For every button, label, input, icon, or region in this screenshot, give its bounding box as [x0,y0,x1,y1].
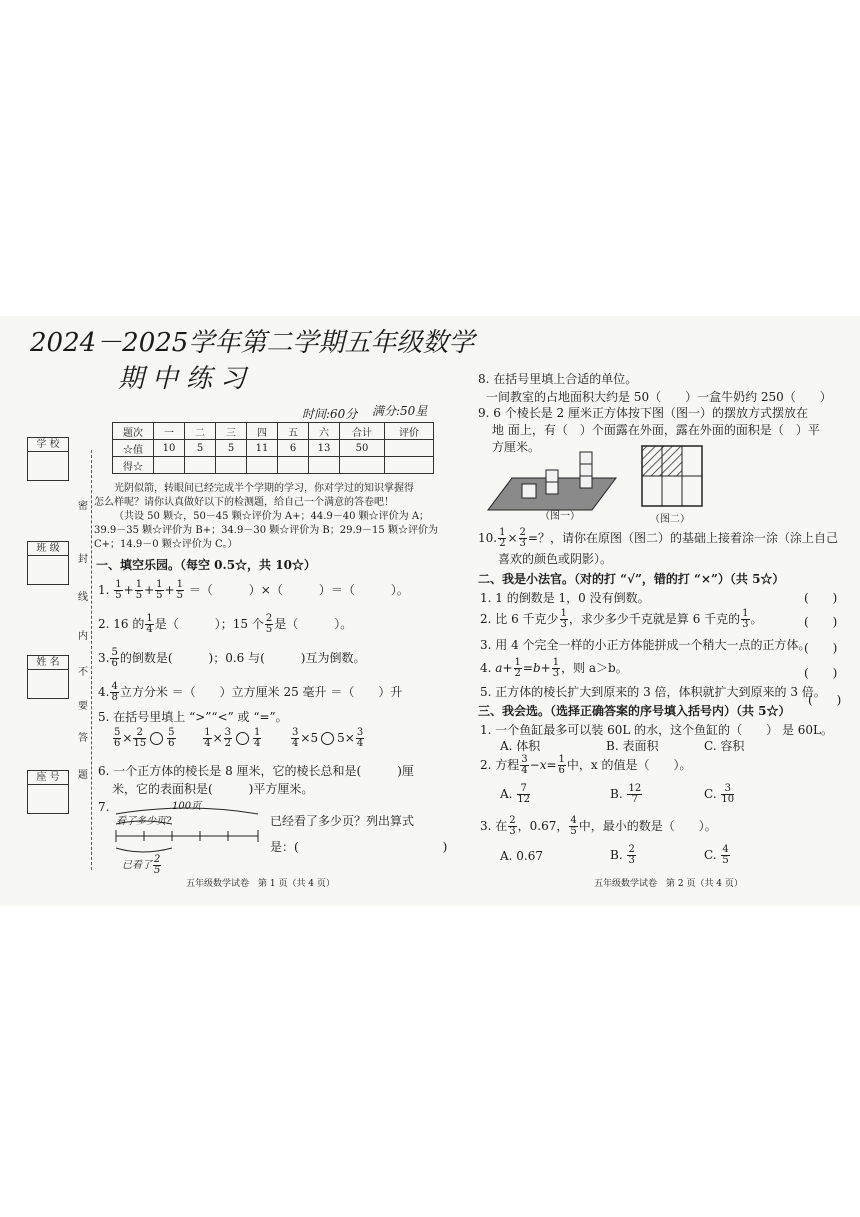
question-10: 10. $\frac{1}{2}$ × $\frac{2}{3}$ =？，请你在原图（图二）的基础上接着涂一涂（涂上自己 [478,527,838,549]
judge-answer-4[interactable]: ( ) [804,666,838,680]
question-8-sub[interactable]: 一间教室的占地面积大约是 50（ ）一盒牛奶约 250（ ） [486,390,832,404]
read-label-text: 已看了 [122,860,152,871]
question-2-blank-2[interactable]: 是（ ）。 [274,617,353,631]
table-cell: ☆值 [113,440,154,457]
side-label-name: 姓 名 [27,655,69,670]
table-cell: 三 [216,423,247,440]
table-cell[interactable] [385,457,434,474]
cube [546,470,558,482]
question-3-blanks[interactable]: 的倒数是( )；0.6 与( )互为倒数。 [119,651,366,665]
question-number: 3. [98,651,110,665]
question-2-text: 2. 16 的 [98,617,145,631]
fraction: $\frac{5}{6}$ [114,727,121,749]
page-footer-left: 五年级数学试卷 第 1 页（共 4 页） [186,879,335,889]
side-label-seat: 座 号 [27,770,69,785]
fraction: $\frac{1}{2}$ [499,527,506,549]
cube [580,476,592,488]
question-7-text-2[interactable]: 是：( ) [270,840,448,854]
question-9-line-1: 9. 6 个棱长是 2 厘米正方体按下图（图一）的摆放方式摆放在 [478,406,808,420]
side-box-name [27,669,69,699]
page-footer-right: 五年级数学试卷 第 2 页（共 4 页） [594,879,743,889]
side-label-school: 学 校 [27,437,69,452]
question-10-text: =？，请你在原图（图二）的基础上接着涂一涂（涂上自己 [527,531,838,545]
choice-3-option-a[interactable]: A. 0.67 [500,849,544,863]
figure-1-cubes [484,446,620,512]
intro-line: 怎么样呢？请你认真做好以下的检测题，给自己一个满意的答卷吧！ [94,497,394,508]
table-cell[interactable] [309,457,340,474]
fraction: $\frac{3}{4}$ [356,727,364,749]
fraction: $\frac{1}{6}$ [558,754,565,776]
figure-2-caption: （图二） [650,514,690,525]
option-letter: C. [704,848,717,862]
table-cell[interactable] [247,457,278,474]
judge-1: 1. 1 的倒数是 1，0 没有倒数。 [480,591,650,605]
fraction: $\frac{3}{4}$ [521,754,528,776]
judge-5: 5. 正方体的棱长扩大到原来的 3 倍，体积就扩大到原来的 3 倍。 [480,685,826,699]
seal-char: 密 [78,501,88,512]
choice-1-option-c[interactable]: C. 容积 [704,739,745,753]
fraction: $\frac{4}{5}$ [722,844,729,866]
table-cell: 合计 [340,423,385,440]
option-letter: C. [704,787,717,801]
compare-circle[interactable] [236,732,249,745]
intro-line: 光阴似箭，转眼间已经完成半个学期的学习，你对学过的知识掌握得 [114,483,414,494]
option-letter: B. [610,787,623,801]
fraction: $\frac{2}{3}$ [509,815,516,837]
fraction: $\frac{1}{2}$ [514,657,521,679]
fraction: $\frac{2}{15}$ [133,727,147,749]
question-1-blanks[interactable]: ＝（ ）×（ ）＝（ ）。 [188,583,409,597]
judge-2: 2. 比 6 千克少 $\frac{1}{3}$ ，求少多少千克就是算 6 千克的 $\frac{1}{3}$ 。 [480,608,763,630]
table-cell: 5 [216,440,247,457]
question-5: 5. 在括号里填上 “>”“<” 或 “=”。 [98,710,288,724]
figure-1-caption: （图一） [540,511,580,522]
choice-1-option-b[interactable]: B. 表面积 [606,739,659,753]
table-cell: 五 [278,423,309,440]
question-7-total-label: 100页 [172,801,202,812]
question-7-text-1: 已经看了多少页？列出算式 [270,814,415,828]
question-3 [98,648,365,669]
score-table-value-row [113,440,434,457]
fraction: $\frac{1}{4}$ [254,727,261,749]
judge-2-text: 2. 比 6 千克少 [480,612,559,626]
question-number: 4. [98,685,110,699]
judge-4: 4. a+ $\frac{1}{2}$ =b+ $\frac{1}{3}$ ，则 a＞b。 [480,657,628,679]
question-number: 1. [98,583,110,597]
table-cell: 5 [185,440,216,457]
question-4-blanks[interactable]: 立方分米 ＝（ ）立方厘米 25 毫升 ＝（ ）升 [119,685,403,699]
question-7-unknown-label: 看了多少页? [116,816,172,827]
question-10-line-2: 喜欢的颜色或阴影）。 [498,552,613,566]
fraction: $\frac{2}{3}$ [519,527,526,549]
question-9-line-3: 方厘米。 [492,440,541,454]
cube [522,484,536,498]
seal-char: 封 [78,554,88,565]
judge-answer-3[interactable]: ( ) [804,641,838,655]
fraction: $\frac{2}{3}$ [628,844,635,866]
table-cell[interactable] [154,457,185,474]
seal-char: 要 [78,701,88,712]
choice-3-text-mid: ，0.67， [517,819,569,833]
fraction: $\frac{2}{5}$ [265,613,273,635]
table-cell: 二 [185,423,216,440]
judge-3: 3. 用 4 个完全一样的小正方体能拼成一个稍大一点的正方体。 [480,638,811,652]
fraction: $\frac{1}{5}$ [176,579,183,601]
judge-answer-1[interactable]: ( ) [804,591,838,605]
choice-2-option-b[interactable] [610,784,643,805]
intro-line: （共设 50 颗☆，50－45 颗☆评价为 A+；44.9－40 颗☆评价为 A； [114,511,430,522]
choice-3 [480,816,717,837]
choice-1-option-a[interactable]: A. 体积 [500,739,541,753]
cube [580,452,592,464]
question-number: 4. [480,661,492,675]
side-box-seat [27,784,69,814]
exam-title: 2024－2025学年第二学期五年级数学 [30,328,475,358]
table-cell: 六 [309,423,340,440]
fraction: $\frac{3}{4}$ [292,727,299,749]
table-cell[interactable] [216,457,247,474]
seal-char: 题 [78,770,88,781]
section-2-title: 二、我是小法官。（对的打 “√”，错的打 “×”）（共 5☆） [478,572,785,586]
choice-2-tail[interactable]: 中，x 的值是（ ）。 [566,758,692,772]
option-letter: A. [500,787,513,801]
table-cell: 评价 [385,423,434,440]
table-cell [385,440,434,457]
choice-2-option-c[interactable] [704,784,735,805]
section-1-title: 一、填空乐园。（每空 0.5☆，共 10☆） [96,558,316,572]
fraction: $\frac{5}{6}$ [168,727,175,749]
question-2 [98,614,352,635]
seal-char: 内 [78,631,88,642]
side-label-class: 班 级 [27,541,69,556]
table-cell: 10 [154,440,185,457]
seal-line [91,450,92,870]
judge-answer-2[interactable]: ( ) [804,615,838,629]
fraction: $\frac{12}{7}$ [628,783,642,805]
table-cell: 一 [154,423,185,440]
table-cell: 四 [247,423,278,440]
choice-3-tail[interactable]: 中，最小的数是（ ）。 [578,819,717,833]
judge-4-tail: ，则 a＞b。 [561,661,628,675]
table-cell: 11 [247,440,278,457]
question-8: 8. 在括号里填上合适的单位。 [478,372,638,386]
question-6-line-1: 6. 一个正方体的棱长是 8 厘米，它的棱长总和是( )厘 [98,764,414,778]
score-table-score-row [113,457,434,474]
seal-char: 答 [78,733,88,744]
question-1: 1. $\frac{1}{5}$ + $\frac{1}{5}$ + $\frac{1}{5}$ + $\frac{1}{5}$ ＝（ ）×（ ）＝（ ）。 [98,579,409,601]
fraction: $\frac{1}{4}$ [204,727,211,749]
seal-char: 线 [78,592,88,603]
cube [546,482,558,494]
judge-answer-5[interactable]: ( ) [808,693,842,707]
intro-line: 39.9－35 颗☆评价为 B+；34.9－30 颗☆评价为 B；29.9－15 颗☆评价为 [94,525,438,536]
question-7-read-label [122,855,162,876]
question-5-items: $\frac{5}{6}$ × $\frac{2}{15}$ $\frac{5}{6}$ $\frac{1}{4}$ × $\frac{3}{2}$ $\frac{1}{4}$ $\frac{3}{4}$ ×5 5× $\frac{3}{4}$ [114,727,364,749]
fraction: $\frac{1}{3}$ [742,608,749,630]
score-table-header-row [113,423,434,440]
section-3-title: 三、我会选。（选择正确答案的序号填入括号内）（共 5☆） [478,704,791,718]
exam-subtitle: 期中练习 [118,364,255,394]
table-cell: 13 [309,440,340,457]
table-cell[interactable] [185,457,216,474]
choice-2-text: 2. 方程 [480,758,520,772]
choice-3-option-c[interactable] [704,845,731,866]
fraction: $\frac{4}{5}$ [570,815,577,837]
question-6-line-2: 米，它的表面积是( )平方厘米。 [112,782,314,796]
fraction: $\frac{1}{5}$ [115,579,122,601]
table-cell[interactable] [278,457,309,474]
fraction: $\frac{1}{3}$ [560,608,567,630]
choice-2: 2. 方程 $\frac{3}{4}$ −x= $\frac{1}{6}$ 中，x 的值是（ ）。 [480,754,692,776]
choice-3-text: 3. 在 [480,819,508,833]
read-brace [116,848,172,852]
question-9-line-2[interactable]: 地 面上，有（ ）个面露在外面，露在外面的面积是（ ）平 [492,423,820,437]
exam-full-score: 满分:50星 [372,404,428,418]
choice-3-option-b[interactable] [610,845,637,866]
question-4 [98,682,402,703]
fraction: $\frac{4}{8}$ [111,681,118,703]
fraction: $\frac{1}{5}$ [135,579,143,601]
choice-2-option-a[interactable] [500,784,531,805]
exam-time: 时间:60分 [302,407,358,421]
choice-1[interactable]: 1. 一个鱼缸最多可以装 60L 的水，这个鱼缸的（ ） 是 60L。 [480,723,834,737]
question-2-blank-1[interactable]: 是（ ）；15 个 [154,617,264,631]
fraction: $\frac{7}{12}$ [517,783,531,805]
fraction: $\frac{1}{3}$ [552,657,560,679]
table-cell[interactable] [340,457,385,474]
fraction: $\frac{3}{2}$ [224,727,232,749]
fraction: $\frac{1}{5}$ [156,579,163,601]
fraction: $\frac{5}{6}$ [111,647,118,669]
fraction: $\frac{3}{10}$ [721,783,735,805]
compare-circle[interactable] [150,732,163,745]
seal-char: 不 [78,667,88,678]
table-cell: 题次 [113,423,154,440]
question-number: 10. [478,531,498,545]
side-box-school [27,451,69,481]
question-number: 7. [98,800,110,814]
compare-circle[interactable] [321,732,334,745]
cube [580,464,592,476]
judge-2-text-tail: ，求少多少千克就是算 6 千克的 [568,612,741,626]
table-cell: 得☆ [113,457,154,474]
figure-2-grid[interactable] [640,444,704,508]
fraction: $\frac{2}{5}$ [154,854,161,876]
table-cell: 50 [340,440,385,457]
intro-line: C+；14.9－0 颗☆评价为 C。） [94,539,238,550]
fraction: $\frac{1}{4}$ [146,613,153,635]
score-table [112,422,434,474]
side-box-class [27,555,69,585]
option-letter: B. [610,848,623,862]
table-cell: 6 [278,440,309,457]
